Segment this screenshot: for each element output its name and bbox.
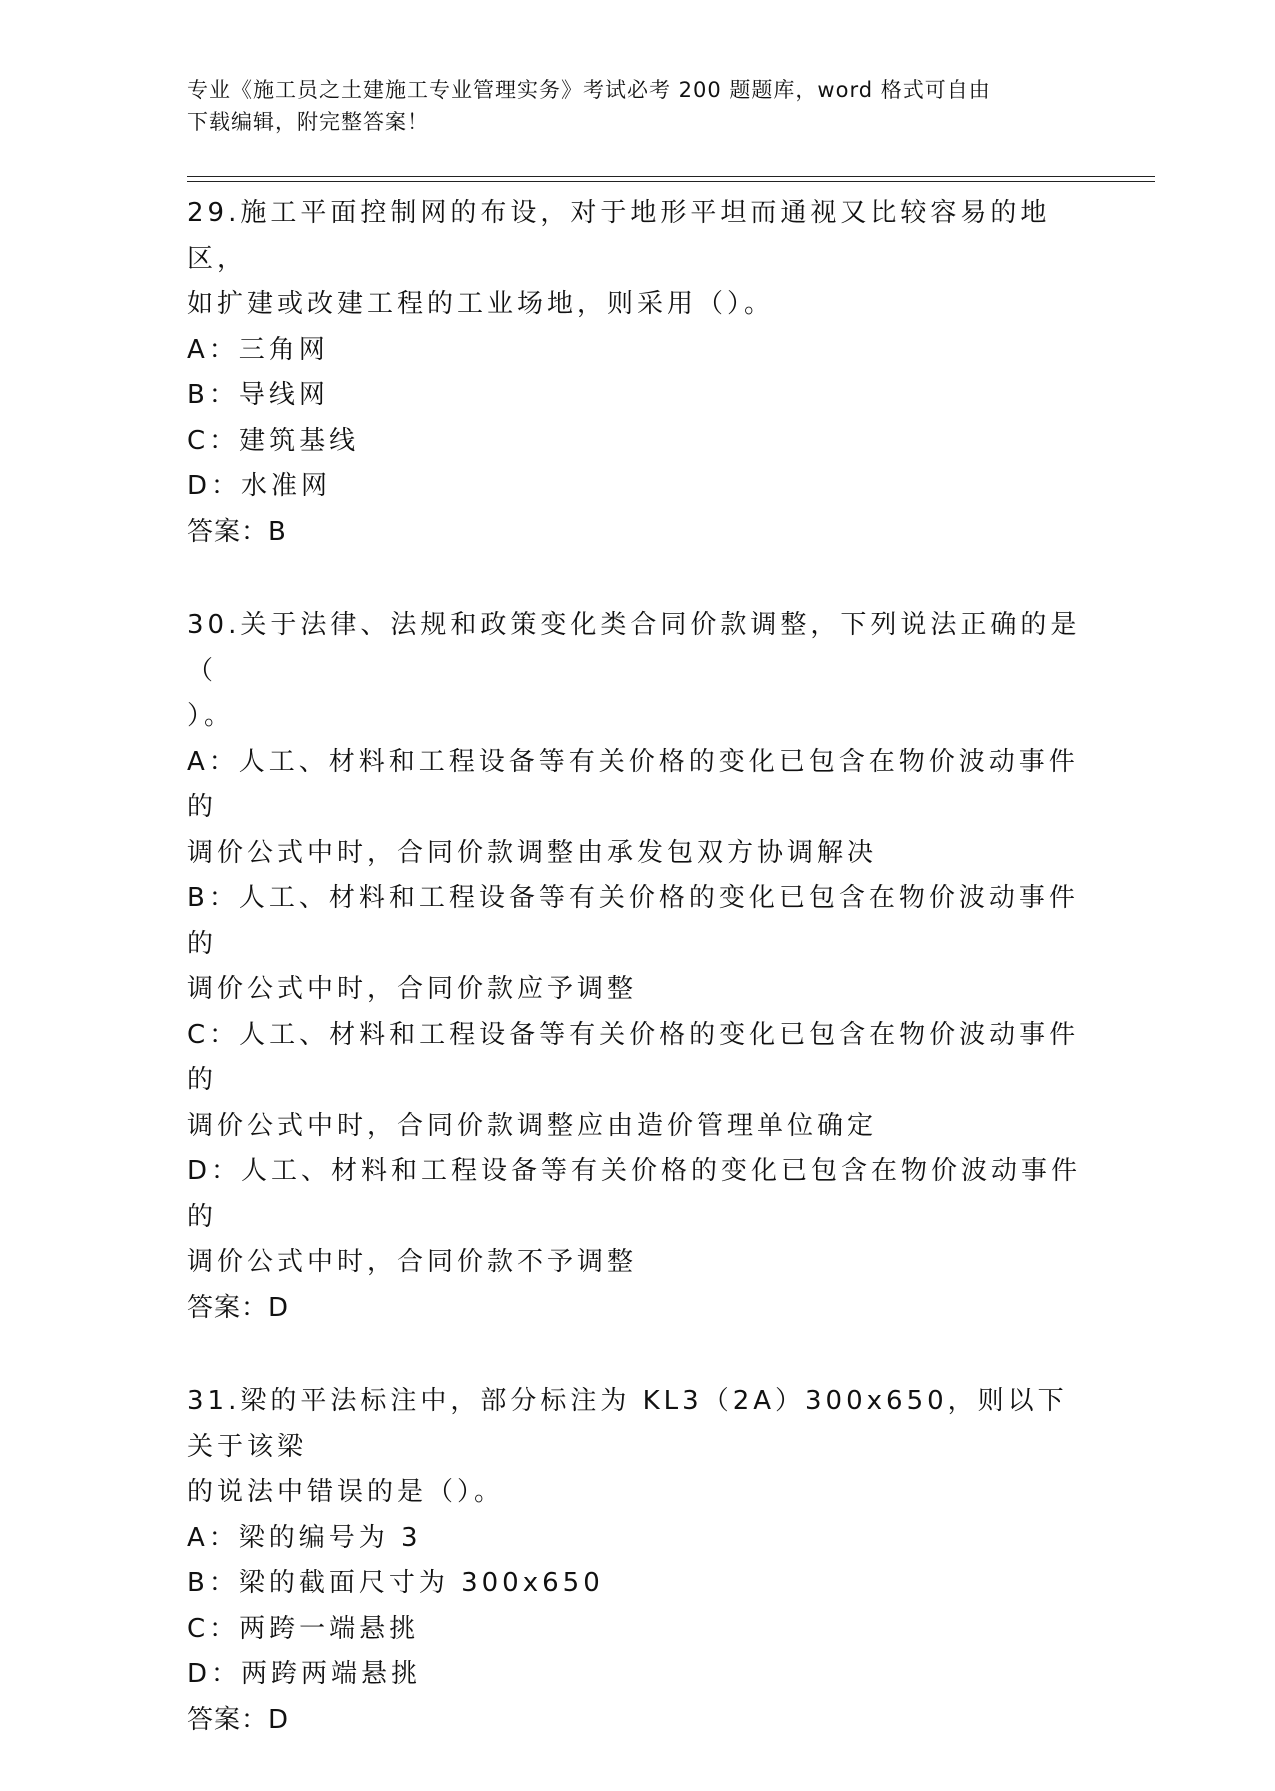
option-b: B：梁的截面尺寸为 300x650 bbox=[187, 1568, 604, 1598]
question-block bbox=[187, 603, 1087, 1331]
question-text: 的说法中错误的是（）。 bbox=[187, 1477, 505, 1507]
question-text: 31.梁的平法标注中，部分标注为 KL3（2A）300x650，则以下关于该梁 bbox=[187, 1386, 1068, 1462]
question-block bbox=[187, 1379, 1087, 1743]
answer-text: 答案：B bbox=[187, 516, 287, 547]
option-a: 调价公式中时，合同价款调整由承发包双方协调解决 bbox=[187, 837, 878, 868]
option-d: D：人工、材料和工程设备等有关价格的变化已包含在物价波动事件的 bbox=[187, 1156, 1082, 1232]
question-text: 30.关于法律、法规和政策变化类合同价款调整，下列说法正确的是（ bbox=[187, 610, 1081, 686]
option-a: A：人工、材料和工程设备等有关价格的变化已包含在物价波动事件的 bbox=[187, 746, 1079, 822]
option-c: C：两跨一端悬挑 bbox=[187, 1613, 420, 1644]
option-a: A：三角网 bbox=[187, 334, 329, 365]
question-text: ）。 bbox=[187, 701, 235, 731]
option-b: 调价公式中时，合同价款应予调整 bbox=[187, 974, 638, 1004]
option-b: B：导线网 bbox=[187, 380, 329, 410]
question-block bbox=[187, 191, 1087, 555]
option-a: A：梁的编号为 3 bbox=[187, 1522, 422, 1553]
header-line-1: 专业《施工员之土建施工专业管理实务》考试必考 200 题题库，word 格式可自由 bbox=[187, 78, 991, 102]
header-rule-bottom bbox=[187, 181, 1155, 182]
question-list bbox=[187, 191, 1087, 1791]
question-text: 如扩建或改建工程的工业场地，则采用（）。 bbox=[187, 289, 775, 319]
option-d: D：水准网 bbox=[187, 471, 332, 501]
option-c: 调价公式中时，合同价款调整应由造价管理单位确定 bbox=[187, 1110, 878, 1141]
document-header bbox=[187, 74, 1067, 138]
answer-text: 答案：D bbox=[187, 1292, 290, 1323]
answer-text: 答案：D bbox=[187, 1704, 290, 1735]
header-line-2: 下载编辑，附完整答案！ bbox=[187, 110, 429, 134]
option-d: D：两跨两端悬挑 bbox=[187, 1659, 422, 1689]
option-c: C：人工、材料和工程设备等有关价格的变化已包含在物价波动事件的 bbox=[187, 1019, 1080, 1095]
question-text: 29.施工平面控制网的布设，对于地形平坦而通视又比较容易的地区， bbox=[187, 198, 1051, 274]
option-c: C：建筑基线 bbox=[187, 425, 360, 456]
option-d: 调价公式中时，合同价款不予调整 bbox=[187, 1247, 638, 1277]
option-b: B：人工、材料和工程设备等有关价格的变化已包含在物价波动事件的 bbox=[187, 883, 1079, 959]
header-rule-top bbox=[187, 176, 1155, 177]
